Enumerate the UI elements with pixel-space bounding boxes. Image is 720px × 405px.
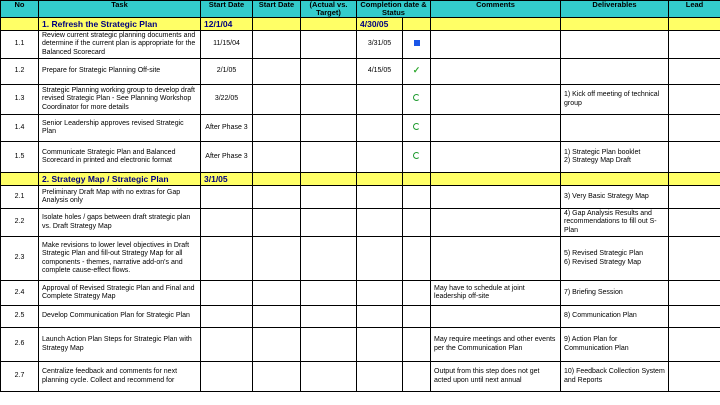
section-row <box>1 18 720 31</box>
task-number: 2.5 <box>1 306 39 328</box>
comments <box>431 306 561 328</box>
section-blank <box>253 18 301 31</box>
actual-vs-target <box>301 142 357 173</box>
status-cell <box>403 209 431 237</box>
start-date-2 <box>253 31 301 59</box>
completion-date <box>357 328 403 362</box>
table-row <box>1 142 720 173</box>
completion-date <box>357 306 403 328</box>
comments: May have to schedule at joint leadership off-site <box>431 281 561 306</box>
lead <box>669 237 720 281</box>
section-blank <box>403 18 431 31</box>
table-row <box>1 115 720 142</box>
deliverables: 5) Revised Strategic Plan 6) Revised Strategy Map <box>561 237 669 281</box>
start-date-2 <box>253 209 301 237</box>
status-cell <box>403 31 431 59</box>
status-cell <box>403 362 431 392</box>
completion-date <box>357 115 403 142</box>
start-date-2 <box>253 186 301 209</box>
status-cell <box>403 85 431 115</box>
section-title: 2. Strategy Map / Strategic Plan <box>39 173 201 186</box>
actual-vs-target <box>301 237 357 281</box>
completion-date: 4/15/05 <box>357 59 403 85</box>
actual-vs-target <box>301 306 357 328</box>
comments <box>431 186 561 209</box>
task-number: 1.3 <box>1 85 39 115</box>
status-cell <box>403 115 431 142</box>
section-blank <box>253 173 301 186</box>
status-cell <box>403 281 431 306</box>
task-description: Strategic Planning working group to develop draft revised Strategic Plan - See Planning Workshop Coordinator for more details <box>39 85 201 115</box>
header-task: Task <box>39 1 201 18</box>
header-lead: Lead <box>669 1 720 18</box>
task-number: 1.2 <box>1 59 39 85</box>
deliverables: 1) Kick off meeting of technical group <box>561 85 669 115</box>
actual-vs-target <box>301 209 357 237</box>
section-no <box>1 173 39 186</box>
actual-vs-target <box>301 85 357 115</box>
header-start-date-2: Start Date <box>253 1 301 18</box>
section-start-date: 3/1/05 <box>201 173 253 186</box>
task-description: Preliminary Draft Map with no extras for Gap Analysis only <box>39 186 201 209</box>
task-number: 2.6 <box>1 328 39 362</box>
start-date: 3/22/05 <box>201 85 253 115</box>
header-row <box>1 1 720 18</box>
comments <box>431 115 561 142</box>
comments: May require meetings and other events per the Communication Plan <box>431 328 561 362</box>
section-blank <box>669 173 720 186</box>
start-date-2 <box>253 59 301 85</box>
deliverables: 7) Briefing Session <box>561 281 669 306</box>
task-description: Review current strategic planning documents and determine if the current plan is appropriate for the Balanced Scorecard <box>39 31 201 59</box>
task-number: 1.1 <box>1 31 39 59</box>
start-date-2 <box>253 237 301 281</box>
completion-date <box>357 85 403 115</box>
table-row <box>1 362 720 392</box>
section-blank <box>669 18 720 31</box>
lead <box>669 186 720 209</box>
task-description: Communicate Strategic Plan and Balanced Scorecard in printed and electronic format <box>39 142 201 173</box>
task-description: Approval of Revised Strategic Plan and Final and Complete Strategy Map <box>39 281 201 306</box>
task-number: 1.5 <box>1 142 39 173</box>
header-deliverables: Deliverables <box>561 1 669 18</box>
start-date <box>201 209 253 237</box>
lead <box>669 31 720 59</box>
table-row <box>1 328 720 362</box>
header-comments: Comments <box>431 1 561 18</box>
check-icon: ✓ <box>412 65 421 76</box>
start-date <box>201 281 253 306</box>
deliverables: 8) Communication Plan <box>561 306 669 328</box>
task-description: Centralize feedback and comments for next planning cycle. Collect and recommend for <box>39 362 201 392</box>
status-cell <box>403 237 431 281</box>
section-row <box>1 173 720 186</box>
completion-date <box>357 142 403 173</box>
start-date-2 <box>253 115 301 142</box>
deliverables: 9) Action Plan for Communication Plan <box>561 328 669 362</box>
deliverables: 3) Very Basic Strategy Map <box>561 186 669 209</box>
start-date-2 <box>253 281 301 306</box>
task-description: Senior Leadership approves revised Strategic Plan <box>39 115 201 142</box>
comments <box>431 59 561 85</box>
start-date-2 <box>253 306 301 328</box>
section-no <box>1 18 39 31</box>
deliverables <box>561 31 669 59</box>
table-row <box>1 306 720 328</box>
deliverables <box>561 59 669 85</box>
comments <box>431 31 561 59</box>
actual-vs-target <box>301 281 357 306</box>
status-cell <box>403 328 431 362</box>
start-date: After Phase 3 <box>201 142 253 173</box>
actual-vs-target <box>301 186 357 209</box>
completion-date <box>357 186 403 209</box>
task-number: 2.1 <box>1 186 39 209</box>
task-number: 2.3 <box>1 237 39 281</box>
completion-date <box>357 362 403 392</box>
section-blank <box>561 18 669 31</box>
start-date-2 <box>253 142 301 173</box>
comments <box>431 209 561 237</box>
lead <box>669 115 720 142</box>
start-date-2 <box>253 85 301 115</box>
blue-square-icon <box>414 40 420 46</box>
start-date <box>201 362 253 392</box>
actual-vs-target <box>301 31 357 59</box>
completion-date <box>357 237 403 281</box>
section-title: 1. Refresh the Strategic Plan <box>39 18 201 31</box>
task-number: 2.4 <box>1 281 39 306</box>
start-date-2 <box>253 362 301 392</box>
lead <box>669 362 720 392</box>
ring-icon <box>413 123 420 130</box>
table-row <box>1 237 720 281</box>
lead <box>669 306 720 328</box>
section-completion-date: 4/30/05 <box>357 18 403 31</box>
start-date: 2/1/05 <box>201 59 253 85</box>
lead <box>669 142 720 173</box>
comments <box>431 85 561 115</box>
comments <box>431 142 561 173</box>
header-actual-vs-target: (Actual vs. Target) <box>301 1 357 18</box>
start-date <box>201 328 253 362</box>
section-blank <box>431 173 561 186</box>
completion-date <box>357 209 403 237</box>
lead <box>669 281 720 306</box>
header-start-date: Start Date <box>201 1 253 18</box>
deliverables: 1) Strategic Plan booklet 2) Strategy Map Draft <box>561 142 669 173</box>
lead <box>669 328 720 362</box>
start-date: 11/15/04 <box>201 31 253 59</box>
section-blank <box>301 173 357 186</box>
task-description: Make revisions to lower level objectives in Draft Strategic Plan and fill-out Strategy Map for all components - themes, narrative add-on's and complete cause-effect flows. <box>39 237 201 281</box>
table-row <box>1 186 720 209</box>
table-row <box>1 281 720 306</box>
comments: Output from this step does not get acted upon until next annual <box>431 362 561 392</box>
task-description: Isolate holes / gaps between draft strategic plan vs. Draft Strategy Map <box>39 209 201 237</box>
actual-vs-target <box>301 115 357 142</box>
actual-vs-target <box>301 328 357 362</box>
start-date <box>201 306 253 328</box>
ring-icon <box>413 152 420 159</box>
status-cell <box>403 142 431 173</box>
table-row <box>1 31 720 59</box>
header-no: No <box>1 1 39 18</box>
section-completion-date <box>357 173 403 186</box>
section-blank <box>431 18 561 31</box>
section-start-date: 12/1/04 <box>201 18 253 31</box>
ring-icon <box>413 94 420 101</box>
start-date: After Phase 3 <box>201 115 253 142</box>
task-number: 2.7 <box>1 362 39 392</box>
lead <box>669 209 720 237</box>
deliverables: 4) Gap Analysis Results and recommendations to fill out S-Plan <box>561 209 669 237</box>
task-description: Develop Communication Plan for Strategic Plan <box>39 306 201 328</box>
comments <box>431 237 561 281</box>
task-number: 1.4 <box>1 115 39 142</box>
section-blank <box>403 173 431 186</box>
deliverables <box>561 115 669 142</box>
header-completion-status: Completion date & Status <box>357 1 431 18</box>
task-number: 2.2 <box>1 209 39 237</box>
deliverables: 10) Feedback Collection System and Reports <box>561 362 669 392</box>
table-row <box>1 59 720 85</box>
task-description: Launch Action Plan Steps for Strategic Plan with Strategy Map <box>39 328 201 362</box>
status-cell <box>403 306 431 328</box>
section-blank <box>561 173 669 186</box>
actual-vs-target <box>301 362 357 392</box>
task-description: Prepare for Strategic Planning Off-site <box>39 59 201 85</box>
status-cell <box>403 186 431 209</box>
table-row <box>1 209 720 237</box>
completion-date <box>357 281 403 306</box>
status-cell <box>403 59 431 85</box>
start-date <box>201 186 253 209</box>
lead <box>669 85 720 115</box>
table-row <box>1 85 720 115</box>
section-blank <box>301 18 357 31</box>
completion-date: 3/31/05 <box>357 31 403 59</box>
start-date-2 <box>253 328 301 362</box>
start-date <box>201 237 253 281</box>
actual-vs-target <box>301 59 357 85</box>
lead <box>669 59 720 85</box>
